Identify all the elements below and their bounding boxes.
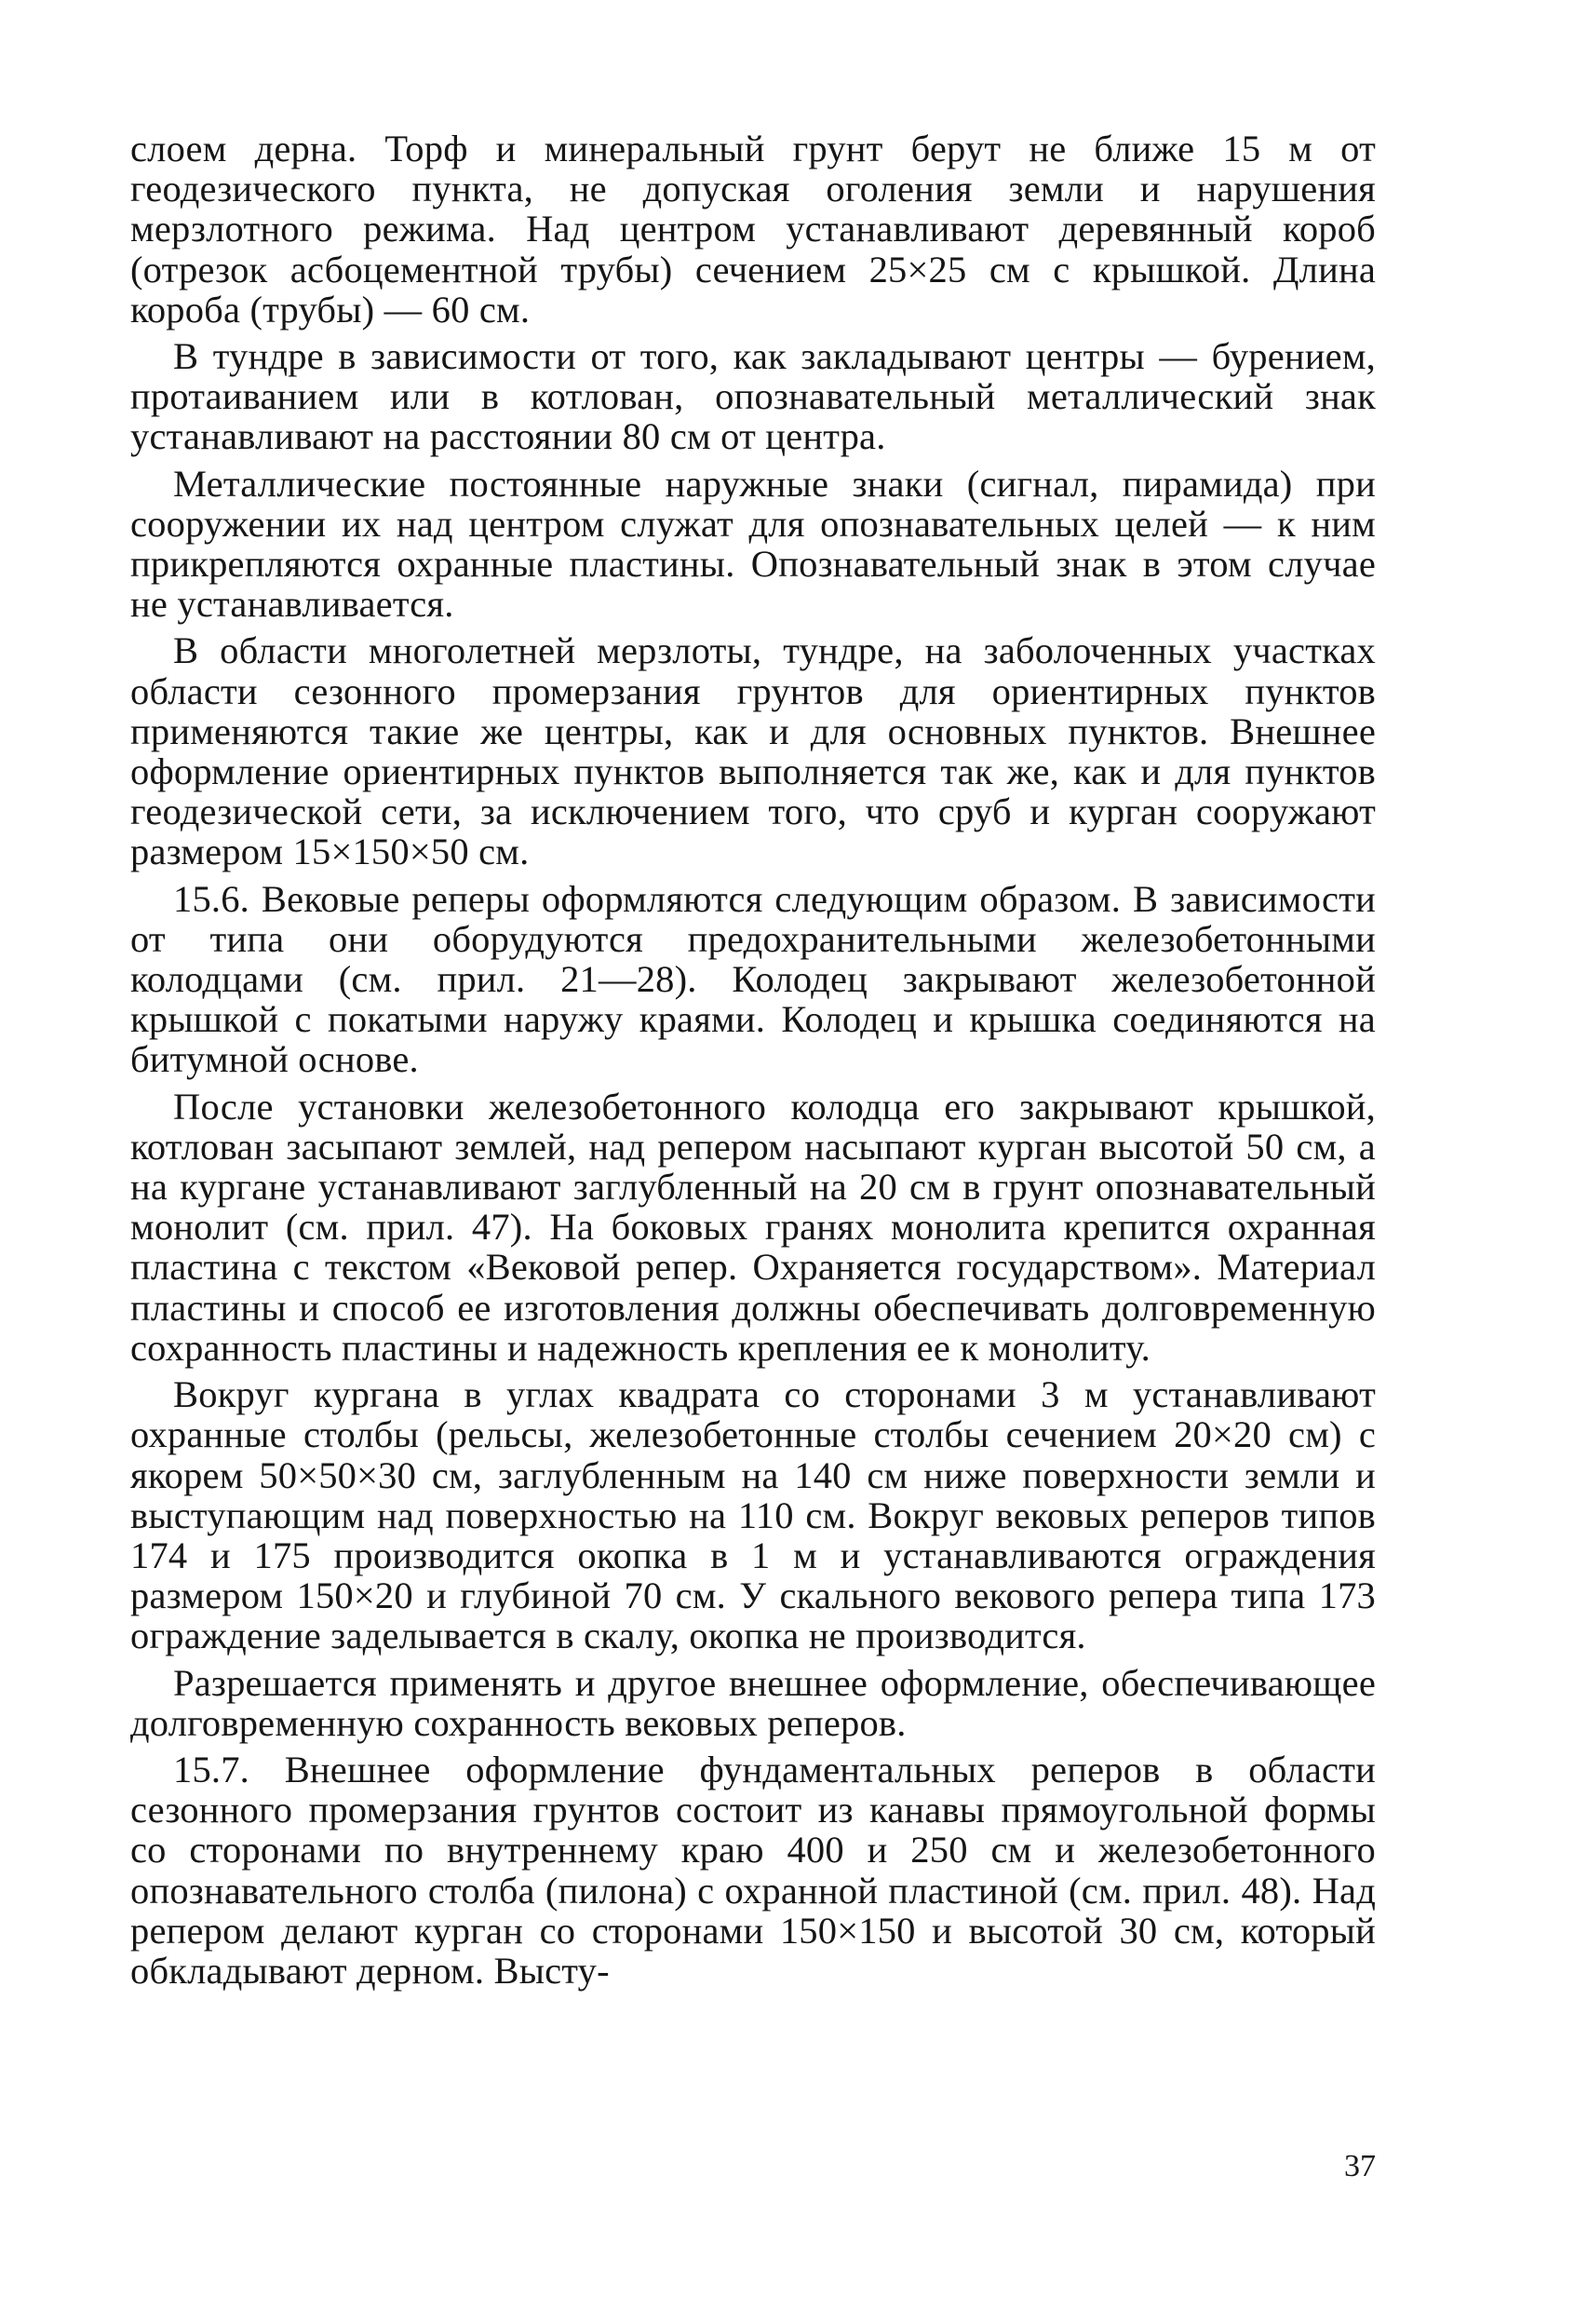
paragraph: После установки железобетонного колодца его закрывают крышкой, котлован засыпают землей, над репером насыпают курган высотой 50 см, а на кургане устанавливают заглубленный на 20 см в грунт опознавательный монолит (см. прил. 47). На боковых гранях монолита крепится охранная пластина с текстом «Вековой репер. Охраняется государством». Материал пластины и способ ее изготовления должны обеспечивать долговременную сохранность пластины и надежность крепления ее к монолиту.: [130, 1085, 1376, 1369]
paragraph: Вокруг кургана в углах квадрата со сторонами 3 м устанавливают охранные столбы (рельсы, железобетонные столбы сечением 20×20 см) с якорем 50×50×30 см, заглубленным на 140 см ниже поверхности земли и выступающим над поверхностью на 110 см. Вокруг вековых реперов типов 174 и 175 производится окопка в 1 м и устанавливаются ограждения размером 150×20 и глубиной 70 см. У скального векового репера типа 173 ограждение заделывается в скалу, окопка не производится.: [130, 1373, 1376, 1657]
paragraph: В области многолетней мерзлоты, тундре, на заболоченных участках области сезонного промерзания грунтов для ориентирных пунктов применяются такие же центры, как и для основных пунктов. Внешнее оформление ориентирных пунктов выполняется так же, как и для пунктов геодезической сети, за исключением того, что сруб и курган сооружают размером 15×150×50 см.: [130, 629, 1376, 873]
paragraph: слоем дерна. Торф и минеральный грунт берут не ближе 15 м от геодезического пункта, не допуская оголения земли и нарушения мерзлотного режима. Над центром устанавливают деревянный короб (отрезок асбоцементной трубы) сечением 25×25 см с крышкой. Длина короба (трубы) — 60 см.: [130, 128, 1376, 331]
paragraph-section-15-7: 15.7. Внешнее оформление фундаментальных реперов в области сезонного промерзания грунтов состоит из канавы прямоугольной формы со сторонами по внутреннему краю 400 и 250 см и железобетонного опознавательного столба (пилона) с охранной пластиной (см. прил. 48). Над репером делают курган со сторонами 150×150 и высотой 30 см, который обкладывают дерном. Высту-: [130, 1748, 1376, 1992]
paragraph: Разрешается применять и другое внешнее оформление, обеспечивающее долговременную сохранность вековых реперов.: [130, 1661, 1376, 1744]
document-body: [130, 128, 1376, 1997]
paragraph-section-15-6: 15.6. Вековые реперы оформляются следующим образом. В зависимости от типа они оборудуются предохранительными железобетонными колодцами (см. прил. 21—28). Колодец закрывают железобетонной крышкой с покатыми наружу краями. Колодец и крышка соединяются на битумной основе.: [130, 877, 1376, 1081]
paragraph: Металлические постоянные наружные знаки (сигнал, пирамида) при сооружении их над центром служат для опознавательных целей — к ним прикрепляются охранные пластины. Опознавательный знак в этом случае не устанавливается.: [130, 462, 1376, 626]
page-number: 37: [1344, 2149, 1376, 2183]
paragraph: В тундре в зависимости от того, как закладывают центры — бурением, протаиванием или в котлован, опознавательный металлический знак устанавливают на расстоянии 80 см от центра.: [130, 335, 1376, 458]
